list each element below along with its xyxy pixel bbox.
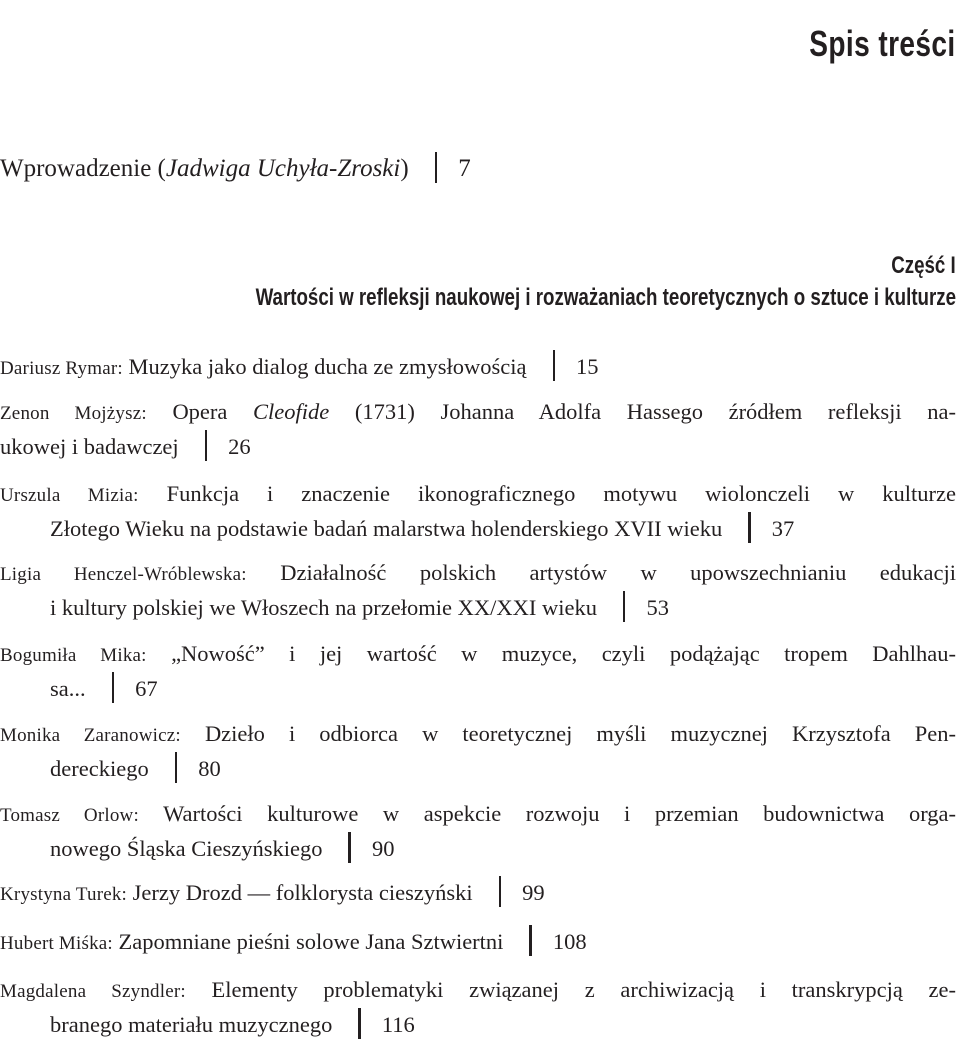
page-number: 26 <box>228 434 251 459</box>
entry-title-cont: (1731) Johanna Adolfa Hassego źródłem refleksji na- <box>354 399 956 424</box>
page-separator <box>748 512 751 543</box>
toc-entry <box>0 718 956 785</box>
page-number: 7 <box>458 155 471 182</box>
intro-author: Jadwiga Uchyła-Zroski <box>165 155 401 182</box>
entry-title-line2: i kultury polskiej we Włoszech na przełomie XX/XXI wieku <box>50 595 597 620</box>
page-separator <box>358 1008 361 1039</box>
page-title: Spis treści <box>809 23 956 65</box>
intro-close-paren: ) <box>400 155 409 182</box>
page-number: 116 <box>381 1012 415 1037</box>
entry-title-line2: ukowej i badawczej <box>0 434 179 459</box>
page-number: 99 <box>522 880 545 905</box>
entry-title: Funkcja i znaczenie ikonograficznego motywu wiolonczeli w kulturze <box>166 481 956 506</box>
page-separator <box>205 430 208 461</box>
entry-title-line2: branego materiału muzycznego <box>50 1012 333 1037</box>
entry-title-line2: Złotego Wieku na podstawie badań malarstwa holenderskiego XVII wieku <box>50 516 723 541</box>
page-number: 80 <box>198 756 221 781</box>
toc-entry <box>0 798 956 865</box>
page-number: 53 <box>646 595 669 620</box>
page-separator <box>623 591 626 622</box>
entry-title: Elementy problematyki związanej z archiwizacją i transkrypcją ze- <box>211 977 957 1002</box>
entry-author: Urszula Mizia: <box>0 485 139 506</box>
page-separator <box>348 832 351 863</box>
entry-title-line2: dereckiego <box>50 756 149 781</box>
page-number: 108 <box>552 929 587 954</box>
page-separator <box>112 672 115 703</box>
toc-entry <box>0 638 956 705</box>
toc-entry <box>0 876 956 911</box>
part-title: Wartości w refleksji naukowej i rozważaniach teoretycznych o sztuce i kulturze <box>255 284 956 311</box>
entry-title: Dzieło i odbiorca w teoretycznej myśli muzycznej Krzysztofa Pen- <box>204 721 957 746</box>
entry-author: Monika Zaranowicz: <box>0 725 181 746</box>
page-number: 90 <box>371 836 395 861</box>
entry-title: Jerzy Drozd — folklorysta cieszyński <box>132 880 473 905</box>
entry-title: Zapomniane pieśni solowe Jana Sztwiertni <box>118 929 504 954</box>
page-number: 37 <box>771 516 795 541</box>
entry-author: Bogumiła Mika: <box>0 645 147 666</box>
toc-entry <box>0 478 956 545</box>
entry-title-italic: Cleofide <box>253 399 330 424</box>
page-separator <box>435 152 438 183</box>
page-separator <box>553 350 556 381</box>
entry-title-line2: nowego Śląska Cieszyńskiego <box>50 836 323 861</box>
entry-author: Tomasz Orlow: <box>0 805 139 826</box>
toc-entry <box>0 350 956 385</box>
toc-entry <box>0 974 956 1041</box>
entry-author: Dariusz Rymar: <box>0 358 123 379</box>
entry-author: Zenon Mojżysz: <box>0 403 147 424</box>
page-separator <box>529 925 532 956</box>
entry-author: Krystyna Turek: <box>0 884 128 905</box>
entry-title: Działalność polskich artystów w upowszechnianiu edukacji <box>280 560 956 585</box>
entry-author: Magdalena Szyndler: <box>0 981 186 1002</box>
toc-entry-introduction <box>0 152 471 185</box>
entry-title: Opera <box>172 399 228 424</box>
intro-title: Wprowadzenie ( <box>0 155 166 182</box>
entry-author: Ligia Henczel-Wróblewska: <box>0 564 247 585</box>
page-separator <box>175 752 178 783</box>
part-label: Część I <box>891 252 956 279</box>
page-number: 15 <box>576 354 599 379</box>
entry-title: Muzyka jako dialog ducha ze zmysłowością <box>128 354 527 379</box>
toc-entry <box>0 396 956 463</box>
page-number: 67 <box>135 676 158 701</box>
entry-author: Hubert Miśka: <box>0 933 113 954</box>
entry-title-line2: sa... <box>50 676 86 701</box>
entry-title: „Nowość” i jej wartość w muzyce, czyli podążając tropem Dahlhau- <box>171 641 956 666</box>
toc-entry <box>0 557 956 624</box>
toc-entry <box>0 925 956 960</box>
entry-title: Wartości kulturowe w aspekcie rozwoju i przemian budownictwa orga- <box>163 801 957 826</box>
page-separator <box>499 876 502 907</box>
